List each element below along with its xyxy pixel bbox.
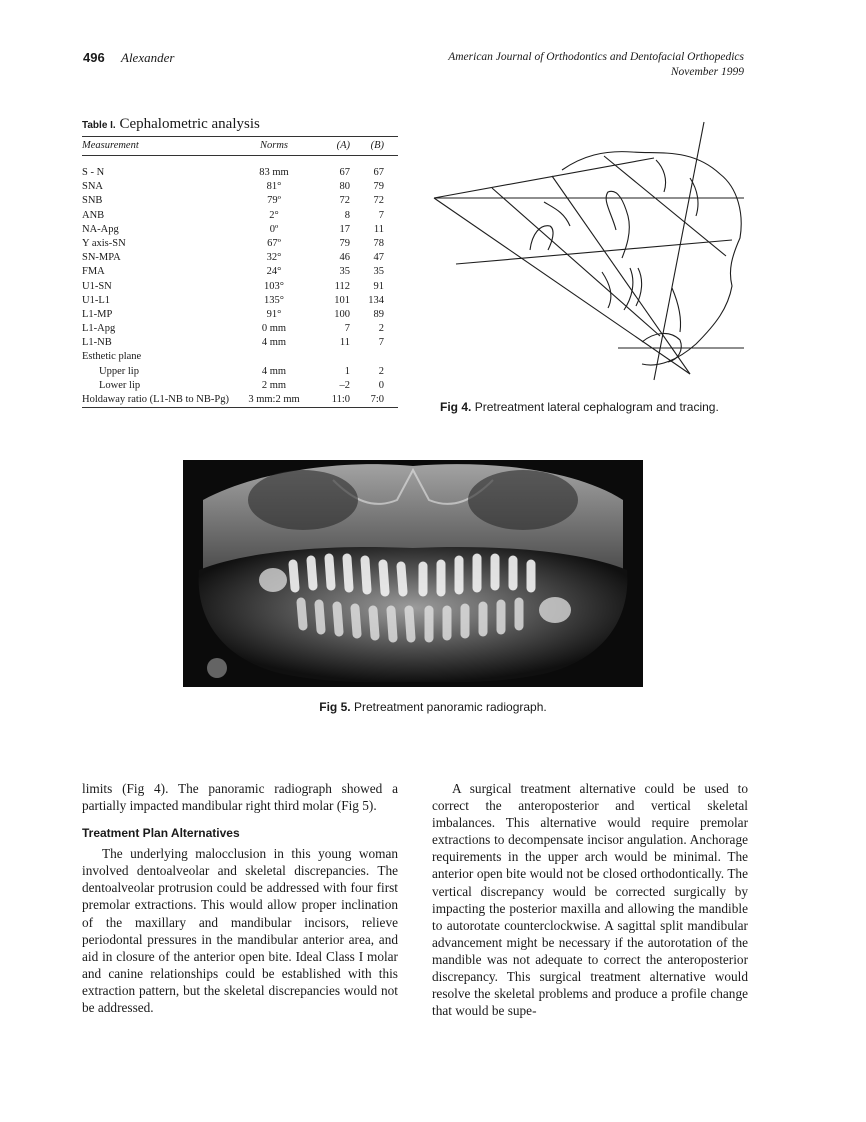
cell-measurement: Esthetic plane <box>82 351 142 363</box>
table-header-row <box>82 137 398 155</box>
cell-value-a: –2 <box>339 379 350 391</box>
table-body <box>82 156 398 407</box>
cell-value-b: 79 <box>373 181 384 193</box>
table-row <box>82 251 398 265</box>
header-a: (A) <box>336 140 350 151</box>
table-row <box>82 180 398 194</box>
cell-norm: 79º <box>267 195 281 207</box>
cell-value-b: 67 <box>373 167 384 178</box>
cell-value-a: 11 <box>339 337 350 349</box>
cell-value-b: 91 <box>373 280 384 292</box>
cell-measurement: SN-MPA <box>82 252 121 264</box>
cell-measurement: ANB <box>82 209 105 221</box>
table-bottom-rule <box>82 407 398 408</box>
table-title <box>82 116 260 133</box>
table-row <box>82 194 398 208</box>
cell-value-b: 134 <box>368 294 384 306</box>
panoramic-radiograph <box>183 460 643 687</box>
table-row <box>82 365 398 379</box>
cell-value-a: 80 <box>339 181 350 193</box>
cell-value-b: 0 <box>378 379 384 391</box>
table-row <box>82 350 398 364</box>
cell-norm: 4 mm <box>261 365 287 377</box>
table-row <box>82 166 398 180</box>
cell-value-a: 7 <box>344 323 350 335</box>
cell-norm: 32° <box>266 252 282 264</box>
cell-norm: 135° <box>264 294 284 306</box>
cell-value-a: 100 <box>334 308 350 320</box>
issue-date: November 1999 <box>670 66 744 78</box>
cell-measurement: L1-Apg <box>82 323 116 335</box>
cell-value-b: 72 <box>373 195 384 207</box>
cell-value-a: 79 <box>339 237 350 249</box>
tracing-anatomy <box>530 152 741 365</box>
table-row <box>82 265 398 279</box>
cell-norm: 81° <box>266 181 282 193</box>
cell-norm: 3 mm:2 mm <box>248 394 300 405</box>
cell-measurement: NA-Apg <box>82 223 119 235</box>
cell-measurement: FMA <box>82 266 105 278</box>
page-number: 496 <box>83 50 105 65</box>
cell-value-a: 67 <box>339 167 350 178</box>
table-row <box>82 280 398 294</box>
cell-measurement: L1-MP <box>82 308 113 320</box>
cell-measurement: Holdaway ratio (L1-NB to NB-Pg) <box>82 394 229 405</box>
cell-value-a: 11:0 <box>331 394 350 405</box>
cell-measurement: Y axis-SN <box>82 237 126 249</box>
cell-value-a: 112 <box>334 280 350 292</box>
cell-norm: 2 mm <box>261 379 287 391</box>
cell-value-b: 2 <box>378 323 384 335</box>
cell-value-a: 72 <box>339 195 350 207</box>
cell-value-b: 11 <box>373 223 384 235</box>
table-row <box>82 322 398 336</box>
cell-norm: 0 mm <box>261 323 287 335</box>
table-row <box>82 308 398 322</box>
cell-norm: 4 mm <box>261 337 287 349</box>
right-paragraph: A surgical treatment alternative could be used to correct the anteroposterior and vertical skeletal imbalances. This alternative would require premolar extractions to decompensate incisor angulation. Anchorage requirements in the upper arch would be minimal. The anterior open bite would not be closed orthodontically. The vertical discrepancy would be corrected surgically by impacting the posterior maxilla and allowing the mandible to autorotate counterclockwise. A sagittal split mandibular advancement might be necessary if the autorotation of the mandible was not adequate to correct the anteroposterior discrepancy. This surgical treatment alternative would resolve the skeletal problems and produce a profile change that would be supe- <box>432 781 748 1019</box>
cell-norm: 0º <box>269 223 279 235</box>
cell-norm: 83 mm <box>259 167 289 178</box>
cell-norm: 24° <box>266 266 282 278</box>
cell-norm: 67º <box>267 237 281 249</box>
cell-value-a: 1 <box>344 365 350 377</box>
table-row <box>82 294 398 308</box>
header-b: (B) <box>370 140 384 151</box>
header-norms: Norms <box>259 140 288 151</box>
cell-value-b: 78 <box>373 237 384 249</box>
cephalometric-table <box>82 136 398 408</box>
body-left-column <box>82 780 398 1016</box>
table-label: Table I. <box>82 120 116 131</box>
table-row <box>82 209 398 223</box>
cell-value-b: 35 <box>373 266 384 278</box>
cell-measurement: SNA <box>82 181 104 193</box>
fig4-text: Pretreatment lateral cephalogram and tracing. <box>474 400 719 414</box>
fig5-label: Fig 5. <box>319 700 351 714</box>
section-heading: Treatment Plan Alternatives <box>82 826 240 841</box>
cell-value-b: 7 <box>378 337 384 349</box>
cell-value-b: 89 <box>373 308 384 320</box>
cell-measurement: U1-SN <box>82 280 112 292</box>
cell-value-b: 7:0 <box>370 394 384 405</box>
tracing-reference-lines <box>434 122 744 380</box>
cell-measurement: S - N <box>82 167 105 178</box>
table-caption: Cephalometric analysis <box>119 116 260 132</box>
cell-value-a: 8 <box>344 209 350 221</box>
header-measurement: Measurement <box>82 140 139 151</box>
cell-measurement: L1-NB <box>82 337 112 349</box>
cell-value-a: 101 <box>334 294 350 306</box>
table-row <box>82 223 398 237</box>
cell-norm: 91° <box>266 308 282 320</box>
cell-measurement: SNB <box>82 195 103 207</box>
table-row <box>82 336 398 350</box>
table-row <box>82 379 398 393</box>
cell-value-a: 17 <box>339 223 350 235</box>
body-right-column <box>432 780 748 1019</box>
running-author: Alexander <box>121 50 175 65</box>
cell-value-b: 47 <box>373 252 384 264</box>
cell-norm: 2° <box>269 209 279 221</box>
fig5-text: Pretreatment panoramic radiograph. <box>353 700 547 714</box>
cephalogram-tracing <box>432 118 750 388</box>
cell-value-a: 35 <box>339 266 350 278</box>
cell-norm: 103° <box>264 280 284 292</box>
table-row <box>82 237 398 251</box>
cell-measurement: Lower lip <box>99 379 141 391</box>
cell-measurement: Upper lip <box>99 365 139 377</box>
journal-title: American Journal of Orthodontics and Dentofacial Orthopedics <box>448 51 744 63</box>
table-row <box>82 393 398 407</box>
left-intro-paragraph: limits (Fig 4). The panoramic radiograph showed a partially impacted mandibular right third molar (Fig 5). <box>82 781 398 814</box>
fig5-caption <box>0 700 866 714</box>
cell-measurement: U1-L1 <box>82 294 110 306</box>
fig4-label: Fig 4. <box>440 400 472 414</box>
cell-value-b: 7 <box>378 209 384 221</box>
cell-value-a: 46 <box>339 252 350 264</box>
left-paragraph: The underlying malocclusion in this young woman involved dentoalveolar and skeletal discrepancies. The dentoalveolar protrusion could be addressed with four first premolar extractions. This would allow proper inclination of the maxillary and mandibular incisors, relieve periodontal pressures in the mandibular anterior area, and aid in closure of the anterior open bite. Ideal Class I molar and canine relationships could be established with this extraction pattern, but the skeletal discrepancies would not be addressed. <box>82 846 398 1016</box>
fig4-caption <box>440 400 719 414</box>
cell-value-b: 2 <box>378 365 384 377</box>
